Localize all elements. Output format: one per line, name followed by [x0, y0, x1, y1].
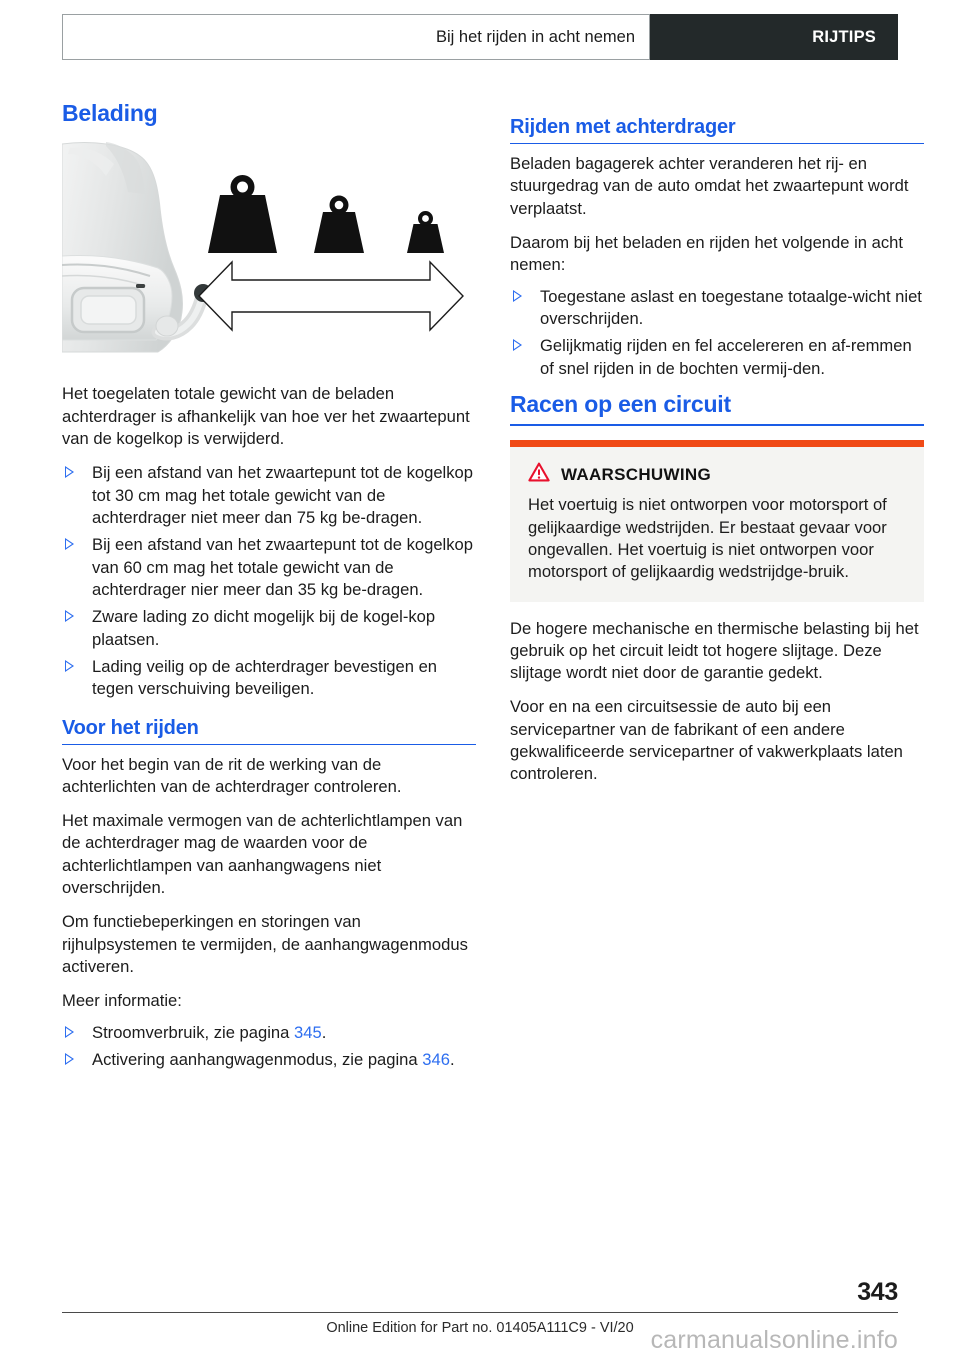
- achterdrager-bullet-list: [510, 286, 924, 380]
- list-item: [510, 335, 924, 380]
- bullet-triangle-icon: [65, 660, 74, 672]
- achterdrager-paragraph-2: Daarom bij het beladen en rijden het volgende in acht nemen:: [510, 232, 903, 275]
- warning-label: WAARSCHUWING: [561, 464, 711, 484]
- xref-text: Activering aanhangwagenmodus, zie pagina: [92, 1049, 423, 1069]
- bullet-triangle-icon: [65, 1053, 74, 1065]
- warning-header: [510, 447, 924, 490]
- illustration-svg: [62, 136, 476, 361]
- rear-tow-bar-load-diagram: [62, 136, 476, 361]
- bullet-triangle-icon: [65, 1026, 74, 1038]
- list-item-text: Toegestane aslast en toegestane totaalge‑wicht niet overschrijden.: [540, 286, 922, 328]
- weight-small: [407, 211, 444, 253]
- meer-informatie-label: Meer informatie:: [62, 991, 182, 1011]
- racen-paragraph-1: De hogere mechanische en thermische belasting bij het gebruik op het circuit leidt tot hogere slijtage. Deze slijtage wordt niet door de garantie gedekt.: [510, 618, 919, 683]
- xref-suffix: .: [449, 1049, 455, 1069]
- list-item-text: Zware lading zo dicht mogelijk bij de kogel‑kop plaatsen.: [92, 607, 436, 649]
- header-section-tab: [650, 14, 898, 60]
- section-title-voor-het-rijden: Voor het rijden: [62, 717, 476, 745]
- xref-suffix: .: [321, 1022, 327, 1042]
- site-watermark: carmanualsonline.info: [650, 1326, 898, 1354]
- footer-edition-text: Online Edition for Part no. 01405A111C9 - VI/20: [326, 1320, 634, 1336]
- list-item: [510, 286, 924, 331]
- header-section-label: RIJTIPS: [812, 27, 876, 46]
- bullet-triangle-icon: [513, 339, 522, 351]
- list-item: [62, 1049, 476, 1071]
- voor-het-rijden-paragraph-2: Het maximale vermogen van de achterlichtlampen van de achterdrager mag de waarden voor de achterlichtlampen van aanhangwagens niet overschrijden.: [62, 811, 463, 898]
- weight-large: [208, 175, 277, 253]
- cross-reference-list: [62, 1022, 476, 1072]
- list-item: [62, 462, 476, 529]
- list-item: [62, 656, 476, 701]
- warning-box: [510, 440, 924, 601]
- list-item: [62, 606, 476, 651]
- section-title-rijden-met-achterdrager: Rijden met achterdrager: [510, 116, 924, 144]
- list-item-text: Gelijkmatig rijden en fel accelereren en af‑remmen of snel rijden in de bochten vermij‑den.: [540, 336, 912, 378]
- achterdrager-paragraph-1: Beladen bagagerek achter veranderen het rij- en stuurgedrag van de auto omdat het zwaartepunt wordt verplaatst.: [510, 154, 909, 218]
- page-footer: [62, 1278, 898, 1336]
- xref-text: Stroomverbruik, zie pagina: [92, 1022, 294, 1042]
- racen-paragraph-2: Voor en na een circuitsessie de auto bij een servicepartner van de fabrikant of een andere gekwalificeerde servicepartner of vakwerkplaats laten controleren.: [510, 697, 903, 784]
- warning-text: Het voertuig is niet ontworpen voor motorsport of gelijkaardige wedstrijden. Er bestaat gevaar voor ongevallen. Het voertuig is niet ontworpen voor motorsport of gelijkaardig wedstrijdge‑bruik.: [528, 495, 887, 582]
- warning-top-bar: [510, 440, 924, 447]
- left-column: [62, 100, 476, 1082]
- voor-het-rijden-paragraph-3: Om functiebeperkingen en storingen van rijhulpsystemen te vermijden, de aanhangwagenmodus activeren.: [62, 912, 468, 976]
- page-reference-link[interactable]: 346: [422, 1049, 450, 1069]
- weight-medium: [314, 196, 364, 254]
- header-chapter-label: Bij het rijden in acht nemen: [435, 27, 635, 46]
- right-column: [510, 100, 924, 798]
- bullet-triangle-icon: [65, 466, 74, 478]
- belading-bullet-list: [62, 462, 476, 700]
- bullet-triangle-icon: [513, 290, 522, 302]
- page-number: 343: [857, 1278, 898, 1306]
- page-title-belading: Belading: [62, 100, 158, 126]
- page-header: [62, 14, 898, 60]
- list-item-text: Lading veilig op de achterdrager bevestigen en tegen verschuiving beveiligen.: [92, 656, 438, 699]
- page-reference-link[interactable]: 345: [294, 1022, 322, 1042]
- bullet-triangle-icon: [65, 610, 74, 622]
- voor-het-rijden-paragraph-1: Voor het begin van de rit de werking van de achterlichten van de achterdrager controleren.: [62, 754, 402, 796]
- belading-intro: Het toegelaten totale gewicht van de beladen achterdrager is afhankelijk van hoe ver het zwaartepunt van de kogelkop is verwijderd.: [62, 384, 470, 449]
- list-item: [62, 534, 476, 601]
- double-arrow: [199, 262, 463, 330]
- list-item-text: Bij een afstand van het zwaartepunt tot de kogelkop van 60 cm mag het totale gewicht van de achterdrager nier meer dan 35 kg be‑dragen.: [92, 535, 473, 599]
- list-item-text: Bij een afstand van het zwaartepunt tot de kogelkop tot 30 cm mag het totale gewicht van de achterdrager niet meer dan 75 kg be‑dragen.: [92, 463, 473, 527]
- list-item: [62, 1022, 476, 1044]
- header-chapter-tab: [62, 14, 650, 60]
- warning-triangle-icon: [528, 462, 550, 487]
- bullet-triangle-icon: [65, 538, 74, 550]
- section-title-racen-op-een-circuit: Racen op een circuit: [510, 391, 924, 426]
